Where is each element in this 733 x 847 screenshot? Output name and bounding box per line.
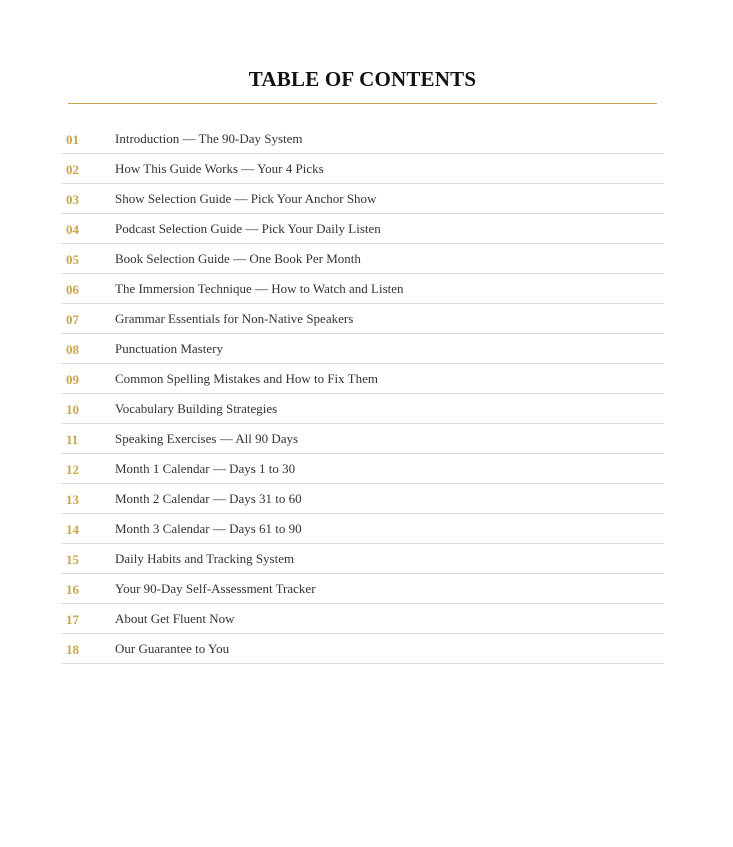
toc-entry-number: 08 — [66, 342, 79, 357]
toc-entry-label: How This Guide Works — Your 4 Picks — [115, 161, 324, 176]
toc-entry-label: Punctuation Mastery — [115, 341, 223, 356]
toc-entry-label: Podcast Selection Guide — Pick Your Daily Listen — [115, 221, 381, 236]
toc-entry-number: 12 — [66, 462, 79, 477]
toc-entry-number: 07 — [66, 312, 79, 327]
toc-entry-label: Introduction — The 90-Day System — [115, 131, 303, 146]
toc-entry[interactable] — [61, 604, 664, 634]
toc-entry-number: 04 — [66, 222, 79, 237]
toc-entry[interactable] — [61, 574, 664, 604]
toc-entry-label: The Immersion Technique — How to Watch and Listen — [115, 281, 404, 296]
toc-entry-label: Month 1 Calendar — Days 1 to 30 — [115, 461, 296, 476]
toc-entry[interactable] — [61, 484, 664, 514]
toc-entry[interactable] — [61, 454, 664, 484]
toc-entry[interactable] — [61, 334, 664, 364]
toc-entry[interactable] — [61, 544, 664, 574]
toc-entry[interactable] — [61, 124, 664, 154]
toc-entry-number: 06 — [66, 282, 79, 297]
toc-entry-label: Show Selection Guide — Pick Your Anchor Show — [115, 191, 377, 206]
toc-entry[interactable] — [61, 424, 664, 454]
toc-entry-label: Grammar Essentials for Non-Native Speakers — [115, 311, 354, 326]
toc-entry[interactable] — [61, 634, 664, 664]
toc-entry-number: 18 — [66, 642, 79, 657]
toc-entry-number: 02 — [66, 162, 79, 177]
toc-entry-number: 13 — [66, 492, 79, 507]
toc-entry[interactable] — [61, 214, 664, 244]
toc-entry-number: 09 — [66, 372, 79, 387]
toc-entry-number: 05 — [66, 252, 79, 267]
toc-entry[interactable] — [61, 244, 664, 274]
toc-entry-number: 16 — [66, 582, 79, 597]
toc-entry-number: 01 — [66, 132, 79, 147]
toc-entry-label: About Get Fluent Now — [115, 611, 235, 626]
toc-entry-number: 14 — [66, 522, 79, 537]
toc-entry-label: Speaking Exercises — All 90 Days — [115, 431, 299, 446]
toc-entry-label: Daily Habits and Tracking System — [115, 551, 295, 566]
table-of-contents — [61, 124, 664, 664]
toc-entry[interactable] — [61, 154, 664, 184]
toc-entry[interactable] — [61, 514, 664, 544]
toc-entry-number: 10 — [66, 402, 79, 417]
toc-entry[interactable] — [61, 184, 664, 214]
toc-entry[interactable] — [61, 274, 664, 304]
toc-entry-label: Common Spelling Mistakes and How to Fix Them — [115, 371, 379, 386]
toc-entry-number: 17 — [66, 612, 79, 627]
toc-entry[interactable] — [61, 364, 664, 394]
title-divider — [68, 103, 657, 104]
toc-entry-label: Our Guarantee to You — [115, 641, 230, 656]
toc-entry-label: Vocabulary Building Strategies — [115, 401, 278, 416]
toc-entry-label: Book Selection Guide — One Book Per Month — [115, 251, 361, 266]
toc-entry-label: Month 2 Calendar — Days 31 to 60 — [115, 491, 302, 506]
toc-entry-number: 03 — [66, 192, 79, 207]
toc-entry-label: Month 3 Calendar — Days 61 to 90 — [115, 521, 302, 536]
toc-entry-number: 11 — [66, 432, 79, 447]
page-title: TABLE OF CONTENTS — [248, 67, 477, 91]
toc-entry-label: Your 90-Day Self-Assessment Tracker — [115, 581, 316, 596]
toc-entry-number: 15 — [66, 552, 79, 567]
toc-entry[interactable] — [61, 394, 664, 424]
toc-entry[interactable] — [61, 304, 664, 334]
